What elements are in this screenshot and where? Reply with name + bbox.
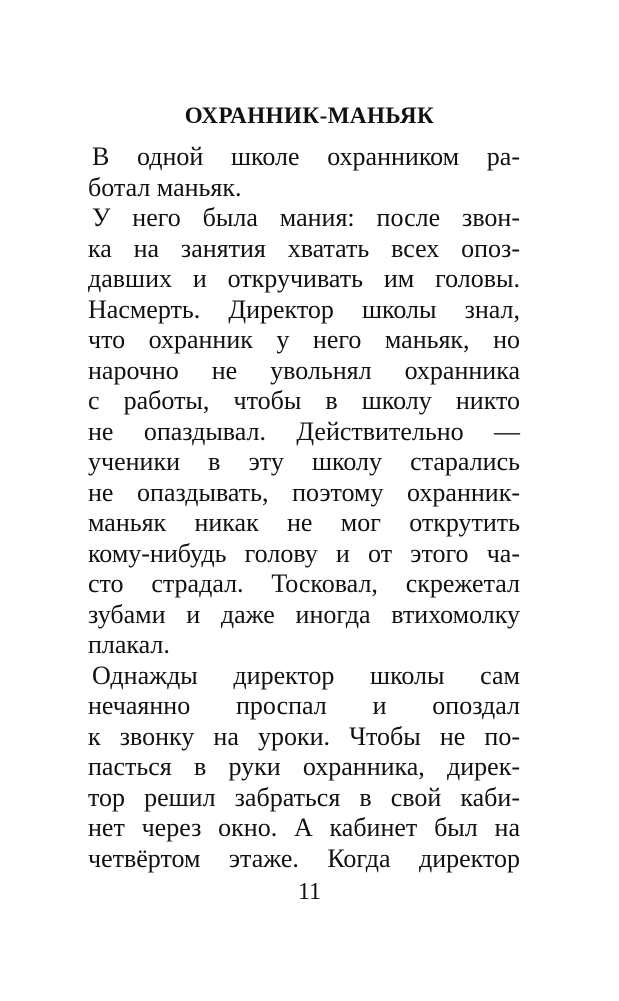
page-number: 11 bbox=[297, 879, 322, 905]
text-line: Однажды директор школы сам bbox=[92, 660, 520, 690]
text-line: нет через окно. А кабинет был на bbox=[88, 813, 520, 842]
text-line: к звонку на уроки. Чтобы не по- bbox=[88, 721, 520, 751]
text-line: давших и откручивать им головы. bbox=[88, 264, 520, 293]
text-line: сто страдал. Тосковал, скрежетал bbox=[88, 569, 520, 598]
text-line: пасться в руки охранника, дирек- bbox=[88, 752, 520, 781]
text-line: не опаздывать, поэтому охранник- bbox=[88, 477, 520, 507]
text-line: плакал. bbox=[88, 630, 170, 659]
text-line: четвёртом этаже. Когда директор bbox=[88, 843, 520, 873]
text-line: В одной школе охранником ра- bbox=[92, 142, 520, 171]
text-line: ученики в эту школу старались bbox=[88, 447, 520, 476]
text-line: зубами и даже иногда втихомолку bbox=[88, 599, 520, 629]
text-line: не опаздывал. Действительно — bbox=[88, 416, 520, 446]
text-line: нарочно не увольнял охранника bbox=[88, 355, 520, 385]
text-line: с работы, чтобы в школу никто bbox=[88, 386, 520, 415]
text-line: ка на занятия хватать всех опоз- bbox=[88, 233, 520, 263]
text-line: тор решил забраться в свой каби- bbox=[88, 782, 520, 812]
text-line: кому-нибудь голову и от этого ча- bbox=[88, 538, 520, 568]
text-line: У него была мания: после звон- bbox=[92, 203, 520, 232]
text-line: Насмерть. Директор школы знал, bbox=[88, 294, 520, 324]
chapter-title: ОХРАННИК-МАНЬЯК bbox=[184, 103, 435, 128]
text-line: что охранник у него маньяк, но bbox=[88, 325, 520, 354]
text-line: нечаянно проспал и опоздал bbox=[88, 691, 520, 720]
text-line: ботал маньяк. bbox=[88, 172, 242, 202]
text-line: маньяк никак не мог открутить bbox=[88, 508, 520, 537]
body-text bbox=[88, 142, 520, 874]
